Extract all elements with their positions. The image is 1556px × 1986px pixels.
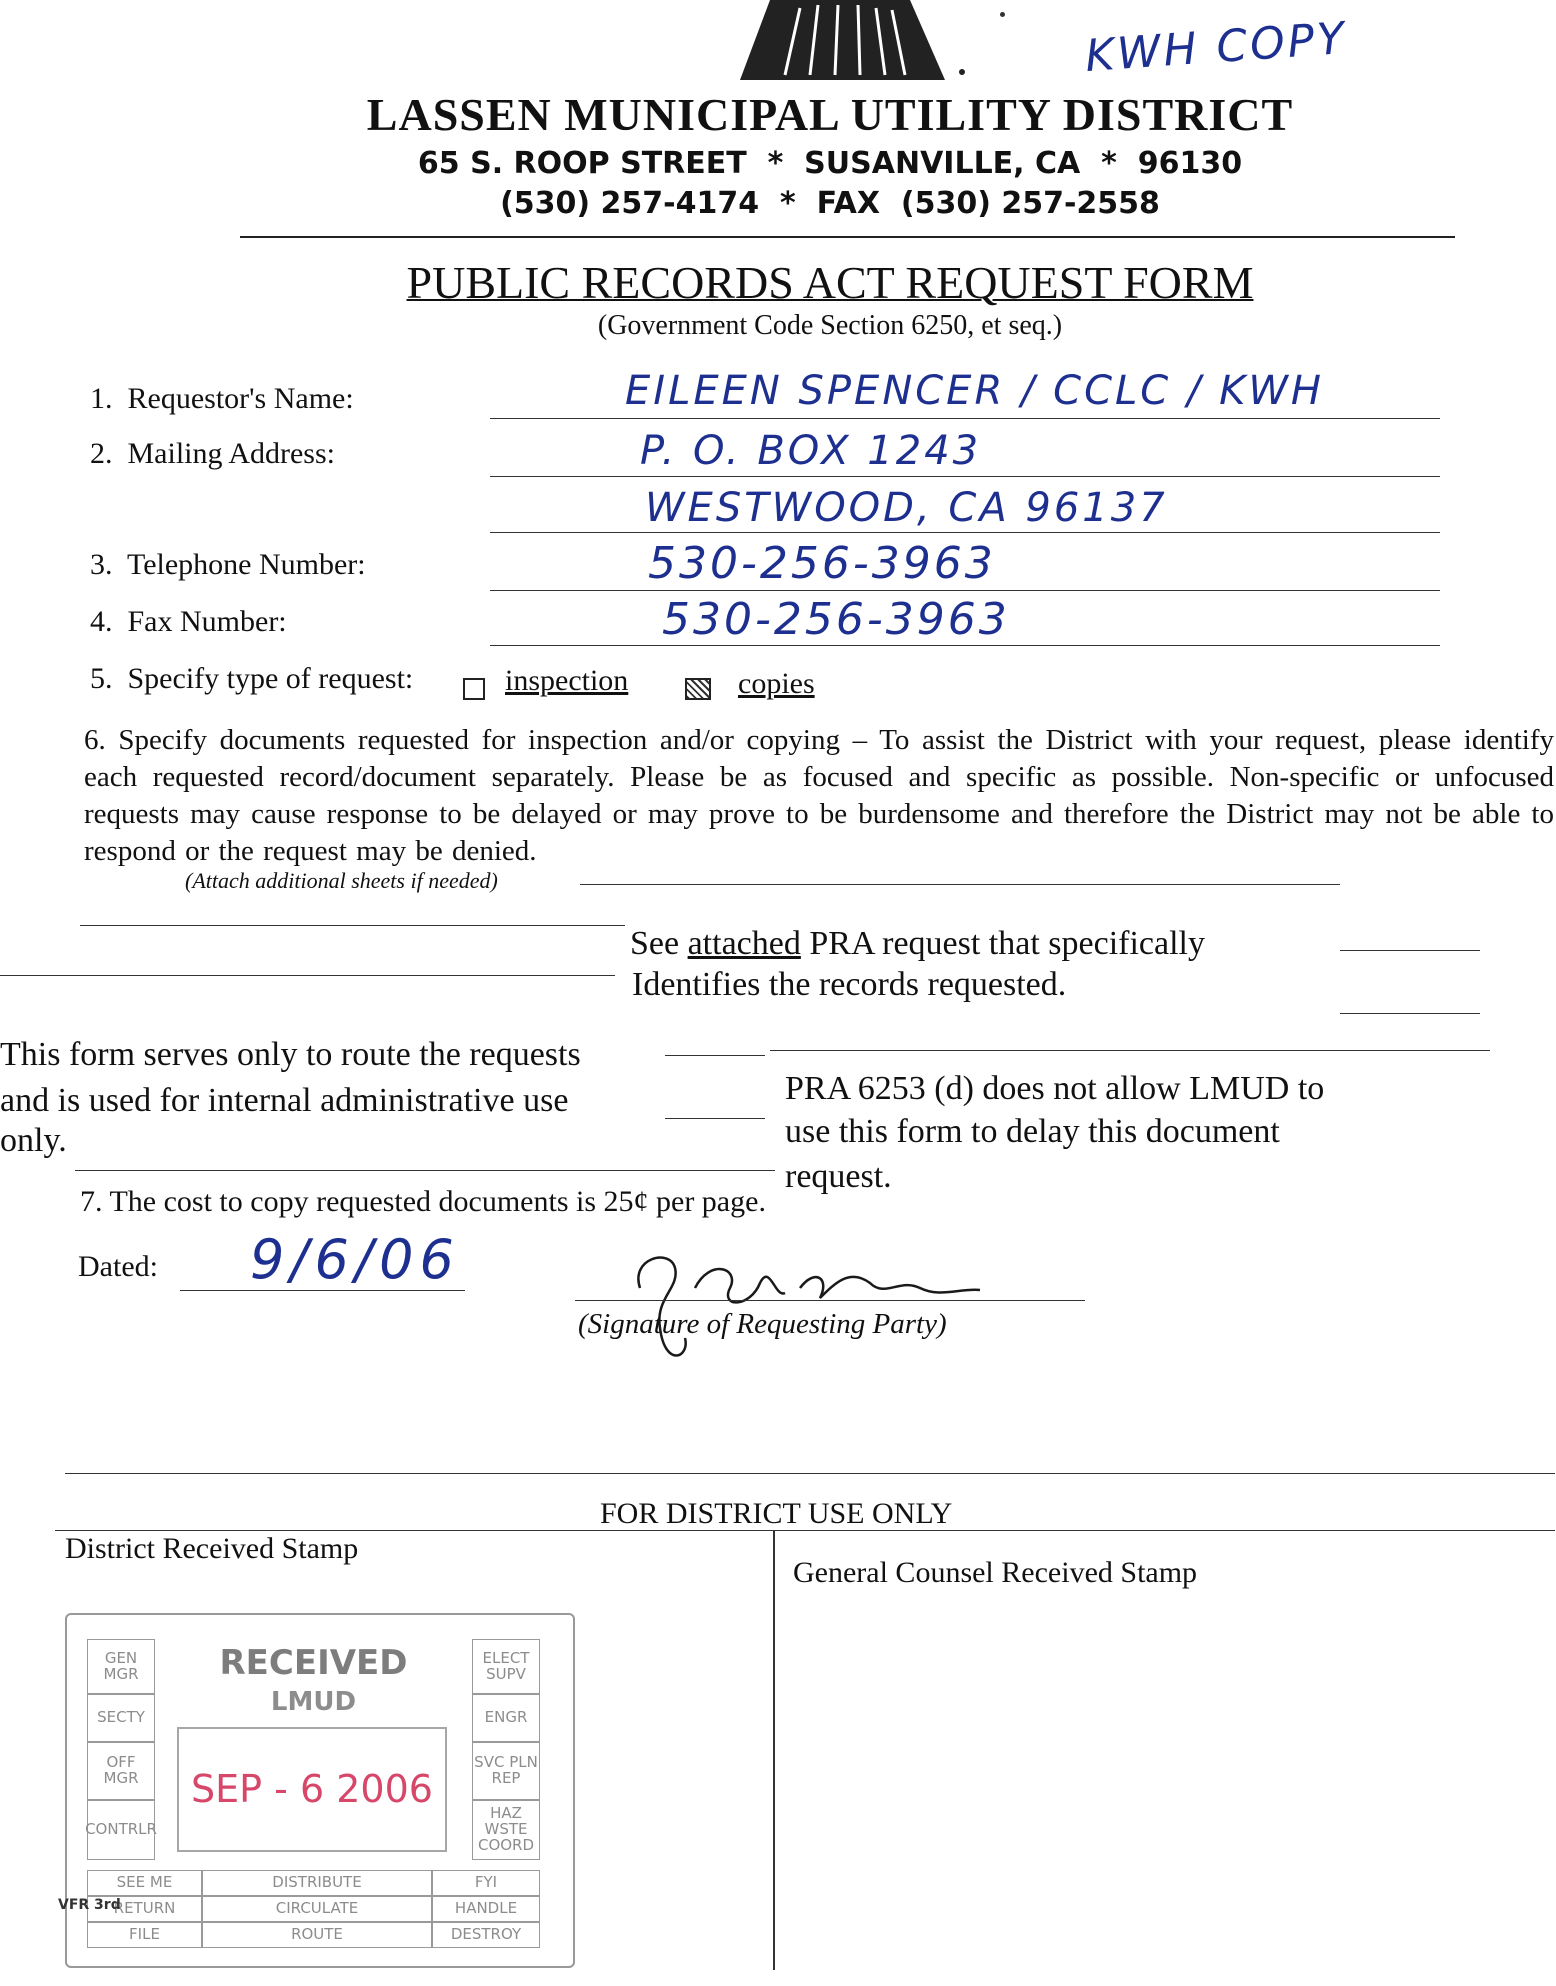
district-use-heading: FOR DISTRICT USE ONLY xyxy=(600,1497,953,1530)
blank-line-6 xyxy=(770,1050,1490,1051)
blank-line-9 xyxy=(75,1170,775,1171)
telephone-label: 3. Telephone Number: xyxy=(90,548,366,581)
telephone-value: 530-256-3963 xyxy=(648,538,996,589)
blank-line-5 xyxy=(1340,1013,1480,1014)
blank-line-3 xyxy=(1340,950,1480,951)
form-subtitle: (Government Code Section 6250, et seq.) xyxy=(597,310,1063,341)
attach-note: (Attach additional sheets if needed) xyxy=(185,868,498,893)
form-title: PUBLIC RECORDS ACT REQUEST FORM xyxy=(406,257,1254,308)
copies-checkbox[interactable] xyxy=(685,678,711,700)
fax-label: 4. Fax Number: xyxy=(90,605,287,638)
stamp-see-me: SEE ME xyxy=(87,1870,202,1896)
routing-note-line3: only. xyxy=(0,1122,67,1159)
pra-note-line2: use this form to delay this document xyxy=(785,1113,1280,1150)
blank-line-7 xyxy=(665,1055,765,1056)
stamp-distribute: DISTRIBUTE xyxy=(202,1870,432,1896)
attached-note-line1: See attached PRA request that specifically xyxy=(630,925,1205,962)
stamp-org-text: LMUD xyxy=(270,1687,357,1717)
copy-cost-note: 7. The cost to copy requested documents is 25¢ per page. xyxy=(80,1185,766,1218)
org-phone: (530) 257-4174 * FAX (530) 257-2558 xyxy=(500,186,1160,221)
mailing-address-line-2 xyxy=(490,532,1440,533)
stamp-cell-secty: SECTY xyxy=(87,1694,155,1742)
stamp-return: RETURN xyxy=(87,1896,202,1922)
blank-line-2 xyxy=(80,925,625,926)
received-stamp xyxy=(65,1613,575,1968)
stamp-fyi: FYI xyxy=(432,1870,540,1896)
fax-line xyxy=(490,645,1440,646)
requestor-name-line xyxy=(490,418,1440,419)
header-divider xyxy=(240,236,1455,238)
pra-note-line1: PRA 6253 (d) does not allow LMUD to xyxy=(785,1070,1325,1107)
signature-line xyxy=(575,1300,1085,1301)
district-received-label: District Received Stamp xyxy=(65,1532,359,1565)
stamp-destroy: DESTROY xyxy=(432,1922,540,1948)
stamp-cell-haz-wste: HAZ WSTE COORD xyxy=(472,1800,540,1860)
district-use-top-line xyxy=(65,1473,1555,1474)
stamp-cell-svc-pln-rep: SVC PLN REP xyxy=(472,1742,540,1800)
attached-note-line2: Identifies the records requested. xyxy=(632,966,1067,1003)
stamp-side-mark: VFR 3rd xyxy=(58,1897,121,1913)
copy-annotation: KWH COPY xyxy=(1083,12,1349,83)
mailing-address-value-1: P. O. BOX 1243 xyxy=(640,428,982,474)
dated-label: Dated: xyxy=(78,1250,158,1283)
routing-note-line2: and is used for internal administrative use xyxy=(0,1082,569,1119)
requestor-name-value: EILEEN SPENCER / CCLC / KWH xyxy=(625,368,1324,414)
stamp-handle: HANDLE xyxy=(432,1896,540,1922)
signature-caption: (Signature of Requesting Party) xyxy=(578,1308,947,1340)
mailing-address-line-1 xyxy=(490,476,1440,477)
speck xyxy=(1000,12,1005,17)
dated-value: 9/6/06 xyxy=(250,1228,460,1291)
mailing-address-value-2: WESTWOOD, CA 96137 xyxy=(645,485,1168,531)
inspection-checkbox[interactable] xyxy=(463,678,485,700)
stamp-cell-elect-supv: ELECT SUPV xyxy=(472,1639,540,1694)
dated-line xyxy=(180,1290,465,1291)
telephone-line xyxy=(490,590,1440,591)
stamp-cell-engr: ENGR xyxy=(472,1694,540,1742)
routing-note-line1: This form serves only to route the requests xyxy=(0,1036,581,1073)
stamp-cell-off-mgr: OFF MGR xyxy=(87,1742,155,1800)
district-use-bottom-line xyxy=(55,1530,1555,1531)
stamp-date: SEP - 6 2006 xyxy=(191,1767,433,1811)
district-logo xyxy=(700,0,980,80)
stamp-route: ROUTE xyxy=(202,1922,432,1948)
fax-value: 530-256-3963 xyxy=(662,594,1010,645)
stamp-circulate: CIRCULATE xyxy=(202,1896,432,1922)
blank-line-1 xyxy=(580,884,1340,885)
requestor-name-label: 1. Requestor's Name: xyxy=(90,382,354,415)
blank-line-8 xyxy=(665,1118,765,1119)
org-address: 65 S. ROOP STREET * SUSANVILLE, CA * 96130 xyxy=(417,146,1243,181)
stamp-cell-contrlr: CONTRLR xyxy=(87,1800,155,1860)
stamp-received-text: RECEIVED xyxy=(219,1643,408,1683)
copies-option-label: copies xyxy=(738,667,815,700)
stamp-file: FILE xyxy=(87,1922,202,1948)
mailing-address-label: 2. Mailing Address: xyxy=(90,437,335,470)
org-name: LASSEN MUNICIPAL UTILITY DISTRICT xyxy=(366,89,1294,140)
stamp-cell-gen-mgr: GEN MGR xyxy=(87,1639,155,1694)
signature xyxy=(600,1228,1070,1378)
district-use-divider xyxy=(773,1530,775,1970)
item6-instructions: 6. Specify documents requested for inspection and/or copying – To assist the District with your request, please identify each requested record/document separately. Please be as focused and specific as possible. Non-specific or unfocused requests may cause response to be delayed or may prove to be burdensome and therefore the District may not be able to respond or the request may be denied. xyxy=(84,724,1554,867)
inspection-option-label: inspection xyxy=(505,664,629,697)
blank-line-4 xyxy=(0,975,615,976)
counsel-received-label: General Counsel Received Stamp xyxy=(793,1556,1198,1589)
request-type-label: 5. Specify type of request: xyxy=(90,662,414,695)
pra-note-line3: request. xyxy=(785,1158,892,1195)
